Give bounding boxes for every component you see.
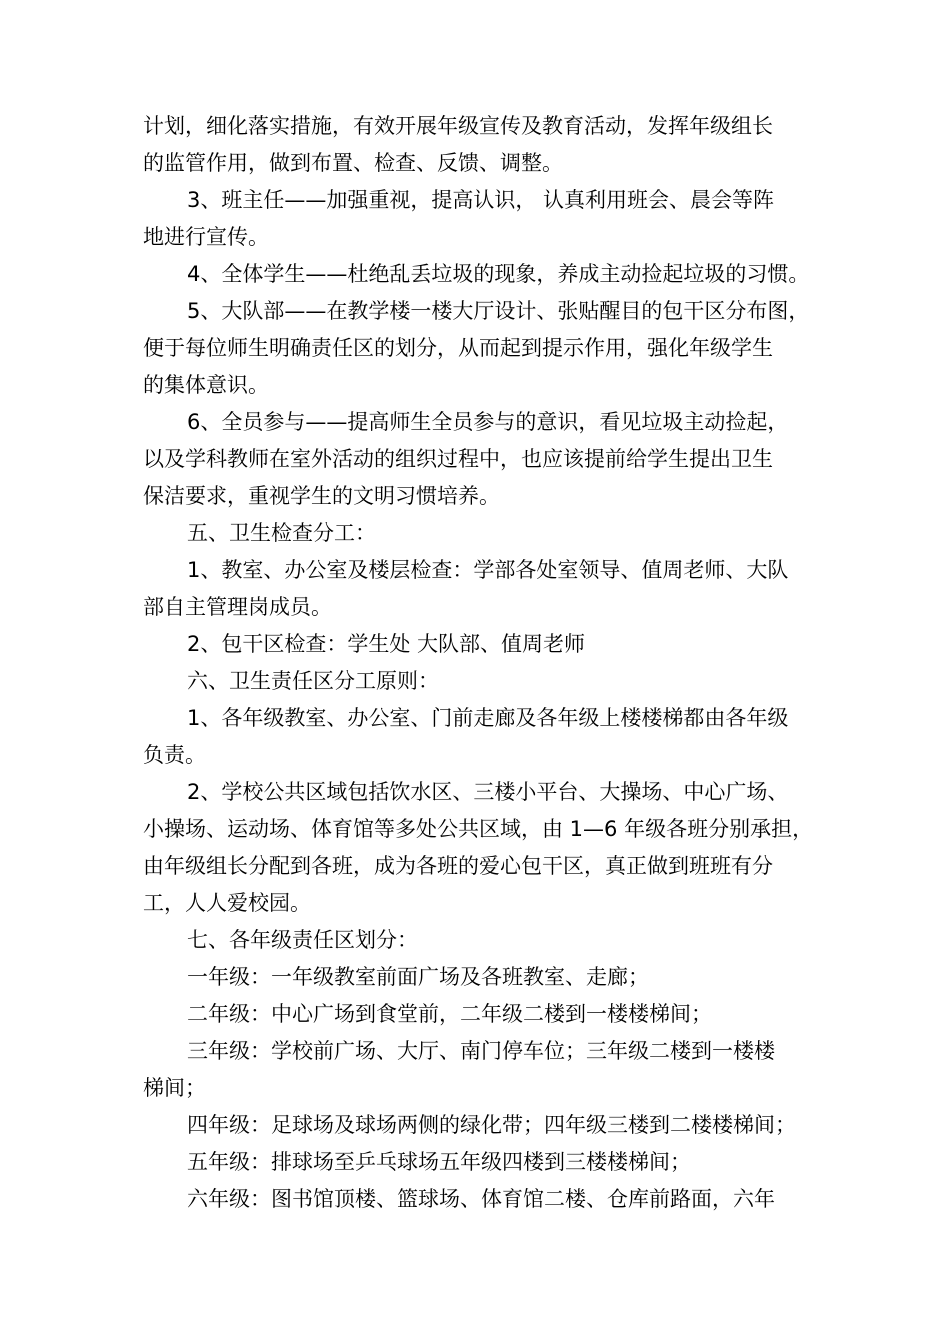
text-line-7: 便于每位师生明确责任区的划分，从而起到提示作用，强化年级学生 [143,336,773,360]
text-line-14: 部自主管理岗成员。 [143,595,332,619]
text-line-21: 由年级组长分配到各班，成为各班的爱心包干区，真正做到班班有分 [143,854,773,878]
text-line-8: 的集体意识。 [143,373,269,397]
section-heading-7: 七、各年级责任区划分： [187,928,418,952]
grade-6-line: 六年级：图书馆顶楼、篮球场、体育馆二楼、仓库前路面，六年 [187,1187,775,1211]
grade-3-line: 三年级：学校前广场、大厅、南门停车位；三年级二楼到一楼楼 [187,1039,775,1063]
text-line-11: 保洁要求，重视学生的文明习惯培养。 [143,484,500,508]
text-line-13: 1、教室、办公室及楼层检查：学部各处室领导、值周老师、大队 [187,558,789,582]
grade-2-line: 二年级：中心广场到食堂前，二年级二楼到一楼楼梯间； [187,1002,712,1026]
text-line-4: 地进行宣传。 [143,225,269,249]
text-line-10: 以及学科教师在室外活动的组织过程中，也应该提前给学生提出卫生 [143,447,773,471]
text-line-3: 3、班主任——加强重视，提高认识， 认真利用班会、晨会等阵 [187,188,775,212]
grade-4-line: 四年级：足球场及球场两侧的绿化带；四年级三楼到二楼楼梯间； [187,1113,796,1137]
text-line-2: 的监管作用，做到布置、检查、反馈、调整。 [143,151,563,175]
text-line-15: 2、包干区检查：学生处 大队部、值周老师 [187,632,586,656]
text-line-1: 计划，细化落实措施，有效开展年级宣传及教育活动，发挥年级组长 [143,114,773,138]
text-line-5: 4、全体学生——杜绝乱丢垃圾的现象，养成主动捡起垃圾的习惯。 [187,262,810,286]
text-line-18: 负责。 [143,743,206,767]
text-line-9: 6、全员参与——提高师生全员参与的意识，看见垃圾主动捡起， [187,410,789,434]
section-heading-6: 六、卫生责任区分工原则： [187,669,439,693]
text-line-22: 工，人人爱校园。 [143,891,311,915]
text-line-17: 1、各年级教室、办公室、门前走廊及各年级上楼楼梯都由各年级 [187,706,789,730]
grade-1-line: 一年级：一年级教室前面广场及各班教室、走廊； [187,965,649,989]
grade-5-line: 五年级：排球场至乒乓球场五年级四楼到三楼楼梯间； [187,1150,691,1174]
section-heading-5: 五、卫生检查分工： [187,521,376,545]
document-body [143,108,823,1218]
text-line-6: 5、大队部——在教学楼一楼大厅设计、张贴醒目的包干区分布图， [187,299,810,323]
text-line-20: 小操场、运动场、体育馆等多处公共区域，由 1—6 年级各班分别承担， [143,817,814,841]
grade-3-line-cont: 梯间； [143,1076,206,1100]
text-line-19: 2、学校公共区域包括饮水区、三楼小平台、大操场、中心广场、 [187,780,789,804]
